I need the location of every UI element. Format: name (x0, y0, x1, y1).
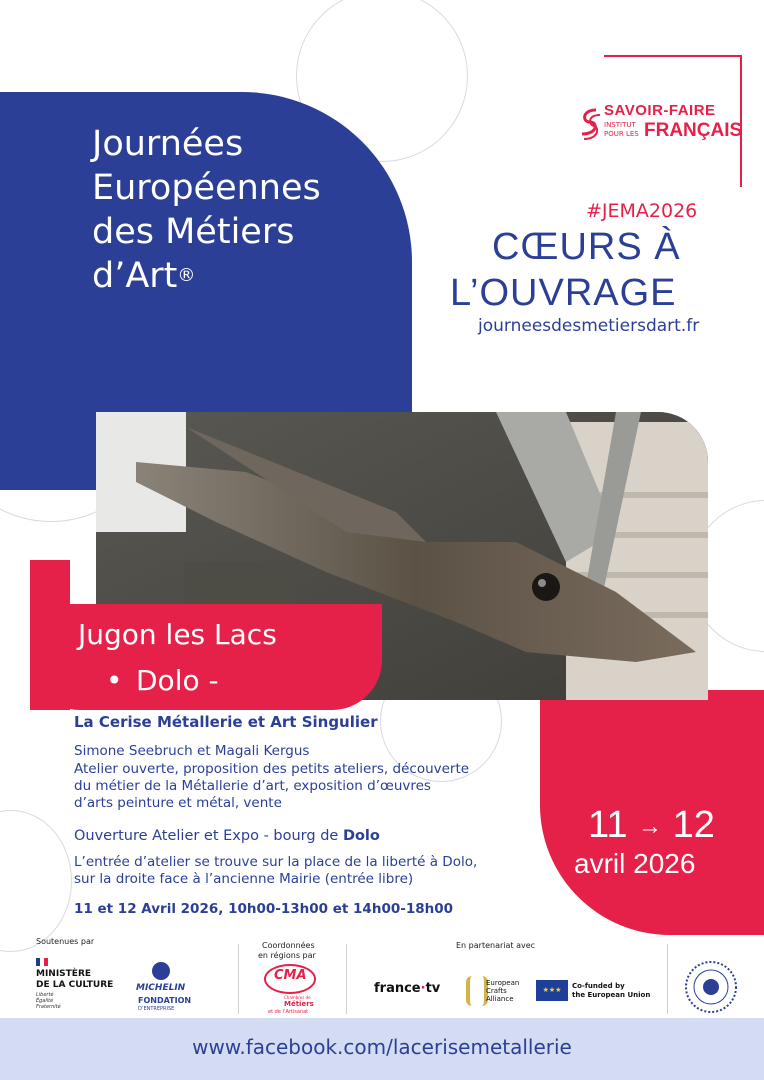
ministry-name-2: DE LA CULTURE (36, 980, 114, 990)
access-line: sur la droite face à l’ancienne Mairie (entrée libre) (74, 871, 414, 887)
francetv-logo: france·tv (374, 981, 441, 996)
cma-sub-3: et de l’Artisanat (268, 1009, 309, 1015)
title-line: Journées (92, 124, 244, 164)
eca-line-3: Alliance (486, 995, 514, 1003)
eu-flag-icon: ★★★ (536, 980, 568, 1001)
brand-line-1: SAVOIR-FAIRE (604, 102, 716, 119)
description-line: du métier de la Métallerie d’art, exposition d’œuvres (74, 778, 431, 794)
hashtag: #JEMA2026 (586, 200, 698, 222)
website-link[interactable]: journeesdesmetiersdart.fr (478, 316, 700, 336)
title-line: d’Art (92, 256, 178, 296)
ministry-motto: Égalité (36, 998, 54, 1004)
event-heading (74, 828, 380, 844)
theme-line-1: CŒURS À (492, 226, 681, 268)
exhibitor-artists: Simone Seebruch et Magali Kergus (74, 743, 310, 759)
registered-mark: ® (177, 265, 196, 286)
description-line: Atelier ouverte, proposition des petits ateliers, découverte (74, 761, 470, 777)
event-dates (588, 804, 715, 847)
title-line: des Métiers (92, 212, 295, 252)
cma-sub-1: Chambres de (284, 995, 311, 1000)
event-heading-place: Dolo (342, 828, 380, 844)
cma-sub-2: Métiers (284, 1000, 314, 1008)
description-line: d’arts peinture et métal, vente (74, 795, 282, 811)
michelin-logo: MICHELIN (136, 983, 186, 993)
event-title (92, 122, 321, 298)
eca-line-1: European (486, 979, 520, 987)
partner-seal-icon (684, 960, 738, 1014)
event-heading-prefix: Ouverture Atelier et Expo - bourg de (74, 828, 343, 844)
partnership-label: En partenariat avec (456, 941, 536, 950)
location-bullet: • (106, 664, 123, 697)
eu-line-2: the European Union (572, 991, 651, 999)
location-city: Jugon les Lacs (78, 618, 277, 651)
decor-circle (0, 810, 72, 952)
date-start: 11 (588, 804, 628, 846)
ministry-name-1: MINISTÈRE (36, 969, 92, 979)
ministry-flag-icon (36, 958, 48, 966)
title-background-tail (0, 300, 110, 490)
title-line: Européennes (92, 168, 321, 208)
schedule: 11 et 12 Avril 2026, 10h00-13h00 et 14h00-18h00 (74, 901, 454, 917)
francetv-name: france (374, 981, 421, 996)
ministry-motto: Liberté (36, 992, 54, 998)
brand-line-2a: INSTITUT (604, 121, 636, 129)
date-arrow-icon: → (638, 812, 663, 840)
cma-logo: CMA (274, 968, 307, 983)
brand-line-2b: POUR LES (604, 130, 639, 138)
date-end: 12 (672, 804, 715, 846)
facebook-link[interactable]: www.facebook.com/lacerisemetallerie (192, 1035, 572, 1059)
francetv-suffix: tv (425, 981, 441, 996)
fondation-sub: D’ENTREPRISE (138, 1006, 175, 1012)
brand-line-3: FRANÇAIS (644, 120, 743, 141)
exhibitor-name: La Cerise Métallerie et Art Singulier (74, 713, 378, 731)
eca-logo-icon (466, 976, 488, 1006)
eu-line-1: Co-funded by (572, 982, 625, 990)
access-line: L’entrée d’atelier se trouve sur la place de la liberté à Dolo, (74, 854, 478, 870)
eca-line-2: Crafts (486, 987, 507, 995)
coord-label-2: en régions par (258, 951, 316, 960)
coord-label-1: Coordonnées (262, 941, 315, 950)
event-month: avril 2026 (574, 848, 696, 879)
michelin-man-icon (152, 962, 170, 980)
fondation-label: FONDATION (138, 996, 192, 1005)
ministry-motto: Fraternité (36, 1004, 61, 1010)
theme-line-2: L’OUVRAGE (450, 272, 677, 314)
savoir-faire-logo-icon (576, 104, 602, 144)
supported-label: Soutenues par (36, 937, 95, 946)
location-sub: Dolo - (136, 664, 219, 697)
